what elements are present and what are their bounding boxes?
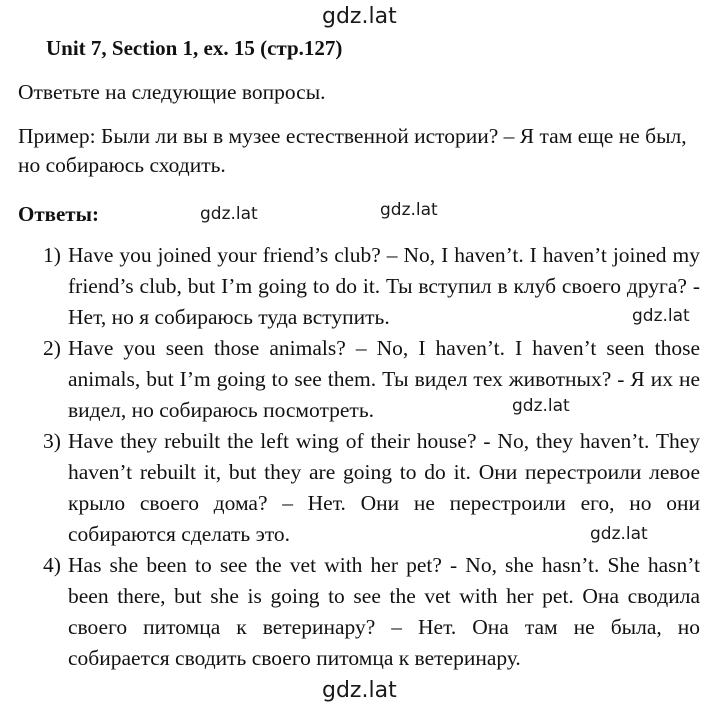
example-text: Пример: Были ли вы в музее естественной истории? – Я там еще не был, но собираюсь сходить.: [18, 124, 687, 177]
answer-text: Have they rebuilt the left wing of their house? - No, they haven’t. They haven’t rebuilt it, but they are going to do it. Они перестроили левое крыло своего дома? – Нет. Они не перестроили его, но они собираются сделать это.: [68, 429, 700, 546]
watermark-answers-2: gdz.lat: [380, 200, 438, 220]
instruction-text: Ответьте на следующие вопросы.: [18, 80, 326, 104]
watermark-item-2: gdz.lat: [512, 396, 570, 416]
answer-text: Has she been to see the vet with her pet? - No, she hasn’t. She hasn’t been there, but she is going to see the vet with her pet. Она сводила своего питомца к ветеринару? – Нет. Она там не была, но собирается сводить своего питомца к ветеринару.: [68, 553, 700, 670]
answers-list: [0, 240, 700, 674]
watermark-top: gdz.lat: [322, 4, 397, 29]
answer-item-4: [0, 550, 700, 674]
answer-number: 2): [43, 336, 61, 360]
watermark-item-1: gdz.lat: [632, 306, 690, 326]
watermark-item-3: gdz.lat: [590, 524, 648, 544]
answer-item-2: [0, 333, 700, 426]
page-title: Unit 7, Section 1, ex. 15 (стр.127): [46, 36, 343, 60]
answer-number: 1): [43, 243, 61, 267]
watermark-answers-1: gdz.lat: [200, 204, 258, 224]
answers-heading: Ответы:: [18, 202, 100, 226]
answer-number: 3): [43, 429, 61, 453]
answer-item-1: [0, 240, 700, 333]
answer-text: Have you seen those animals? – No, I haven’t. I haven’t seen those animals, but I’m going to see them. Ты видел тех животных? - Я их не видел, но собираюсь посмотреть.: [68, 336, 700, 422]
answer-number: 4): [43, 553, 61, 577]
answer-text: Have you joined your friend’s club? – No, I haven’t. I haven’t joined my friend’s club, but I’m going to do it. Ты вступил в клуб своего друга? - Нет, но я собираюсь туда вступить.: [68, 243, 700, 329]
watermark-bottom: gdz.lat: [322, 678, 397, 703]
